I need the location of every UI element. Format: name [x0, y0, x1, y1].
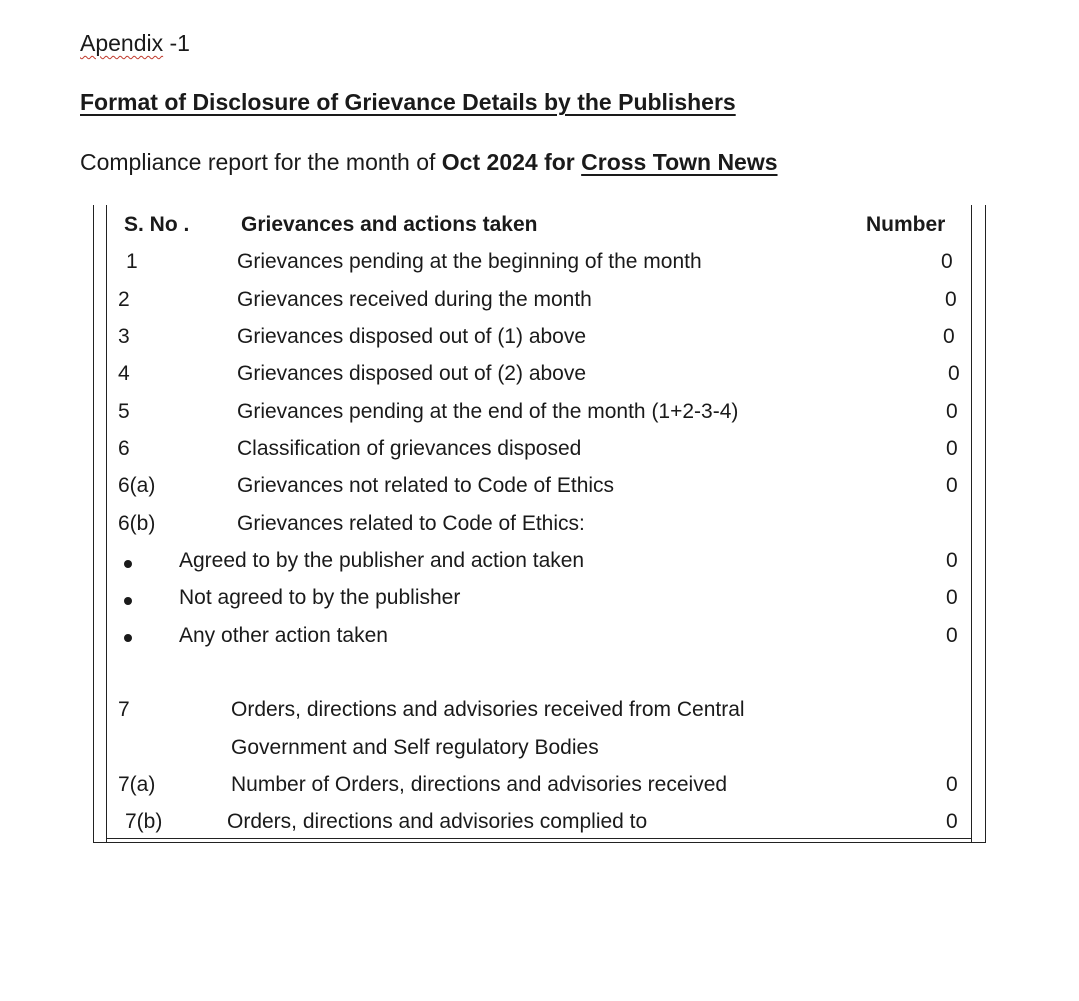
bullet-text: Agreed to by the publisher and action taken — [179, 549, 585, 572]
row-sno: 7(b) — [125, 810, 163, 833]
row-number: 0 — [948, 362, 960, 385]
bullet-number: 0 — [946, 586, 958, 609]
compliance-line — [80, 149, 778, 176]
row-number: 0 — [945, 288, 957, 311]
table-border-bottom — [93, 842, 986, 843]
row-sno: 5 — [118, 400, 130, 423]
row-sno: 6 — [118, 437, 130, 460]
appendix-label — [80, 30, 190, 57]
table-border-right-outer — [985, 205, 986, 843]
row-number: 0 — [946, 810, 958, 833]
table-border-bottom-inner — [106, 838, 972, 839]
publisher-name: Cross Town News — [581, 149, 778, 175]
row-text: Grievances related to Code of Ethics: — [237, 512, 585, 535]
row-text: Grievances disposed out of (1) above — [237, 325, 587, 348]
row-sno: 2 — [118, 288, 130, 311]
row-text: Grievances disposed out of (2) above — [237, 362, 587, 385]
row-text: Grievances pending at the beginning of the month — [237, 250, 702, 273]
compliance-prefix: Compliance report for the month of — [80, 149, 442, 175]
row-sno: 6(a) — [118, 474, 156, 497]
row-text: Grievances received during the month — [237, 288, 592, 311]
row-sno: 7 — [118, 698, 130, 721]
row-number: 0 — [946, 474, 958, 497]
row-number: 0 — [946, 773, 958, 796]
row-number: 0 — [946, 437, 958, 460]
appendix-suffix: -1 — [163, 30, 190, 56]
row-number: 0 — [943, 325, 955, 348]
row-sno: 6(b) — [118, 512, 156, 535]
section7-line2: Government and Self regulatory Bodies — [231, 736, 599, 759]
bullet-number: 0 — [946, 624, 958, 647]
bullet-icon — [124, 597, 132, 605]
bullet-text: Any other action taken — [179, 624, 388, 647]
table-border-left-inner — [106, 205, 107, 843]
bullet-icon — [124, 560, 132, 568]
row-text: Grievances pending at the end of the month (1+2-3-4) — [237, 400, 739, 423]
compliance-period: Oct 2024 for — [441, 149, 582, 175]
row-sno: 1 — [126, 250, 138, 273]
row-text: Classification of grievances disposed — [237, 437, 582, 460]
table-border-right-inner — [971, 205, 972, 843]
row-sno: 4 — [118, 362, 130, 385]
row-number: 0 — [941, 250, 953, 273]
bullet-text: Not agreed to by the publisher — [179, 586, 461, 609]
row-text: Number of Orders, directions and advisories received — [231, 773, 728, 796]
document-title: Format of Disclosure of Grievance Details by the Publishers — [80, 89, 736, 115]
table-border-left-outer — [93, 205, 94, 843]
header-sno: S. No . — [124, 213, 190, 236]
header-grievances: Grievances and actions taken — [241, 213, 538, 236]
row-sno: 7(a) — [118, 773, 156, 796]
row-number: 0 — [946, 400, 958, 423]
bullet-number: 0 — [946, 549, 958, 572]
appendix-word: Apendix — [80, 30, 164, 56]
section7-line1: Orders, directions and advisories received from Central — [231, 698, 745, 721]
row-text: Orders, directions and advisories complied to — [227, 810, 648, 833]
row-sno: 3 — [118, 325, 130, 348]
bullet-icon — [124, 634, 132, 642]
row-text: Grievances not related to Code of Ethics — [237, 474, 615, 497]
header-number: Number — [866, 213, 946, 236]
